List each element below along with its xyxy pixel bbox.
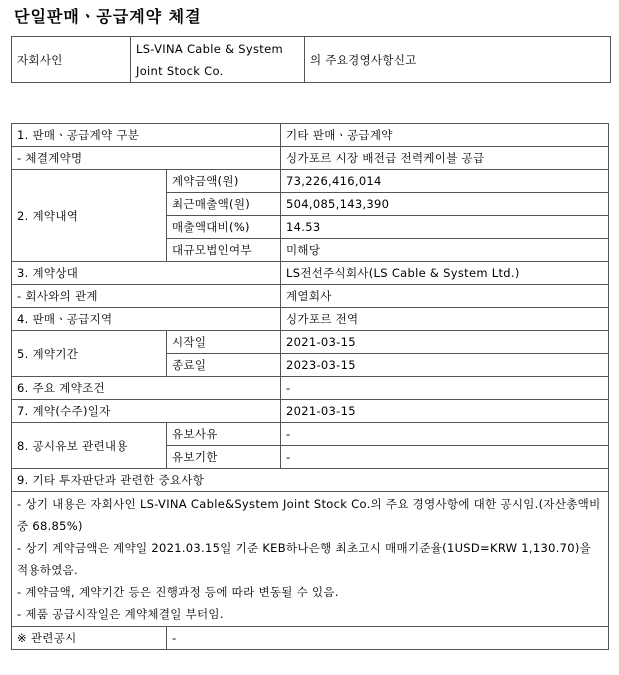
- table-row: [12, 262, 609, 285]
- notes-text: - 상기 내용은 자회사인 LS-VINA Cable&System Joint Stock Co.의 주요 경영사항에 대한 공시임.(자산총액비중 68.85%) - 상기 계약금액은 계약일 2021.03.15일 기준 KEB하나은행 최초고시 매매기준율(1USD=KRW 1,130.70)을 적용하였음. - 계약금액, 계약기간 등은 진행과정 등에 따라 변동될 수 있음. - 제품 공급시작일은 계약체결일 부터임.: [12, 492, 609, 627]
- table-row: [12, 423, 609, 446]
- table-row: [12, 170, 609, 193]
- table-row: [12, 377, 609, 400]
- table-row: [12, 400, 609, 423]
- row-label: 5. 계약기간: [12, 331, 167, 377]
- row-label: - 회사와의 관계: [12, 285, 281, 308]
- row-value: LS전선주식회사(LS Cable & System Ltd.): [281, 262, 609, 285]
- row-label: 2. 계약내역: [12, 170, 167, 262]
- table-row: [12, 492, 609, 627]
- large-corp: 미해당: [281, 239, 609, 262]
- sub-label: 종료일: [167, 354, 281, 377]
- row-label: 6. 주요 계약조건: [12, 377, 281, 400]
- end-date: 2023-03-15: [281, 354, 609, 377]
- row-label: ※ 관련공시: [12, 627, 167, 650]
- contract-amount: 73,226,416,014: [281, 170, 609, 193]
- recent-sales: 504,085,143,390: [281, 193, 609, 216]
- table-row: [12, 124, 609, 147]
- row-value: -: [281, 377, 609, 400]
- row-label: 1. 판매ㆍ공급계약 구분: [12, 124, 281, 147]
- table-row: [12, 469, 609, 492]
- row-value: 기타 판매ㆍ공급계약: [281, 124, 609, 147]
- header-table: [11, 36, 611, 83]
- sub-label: 유보기한: [167, 446, 281, 469]
- row-value: 2021-03-15: [281, 400, 609, 423]
- sub-label: 시작일: [167, 331, 281, 354]
- reserve-period: -: [281, 446, 609, 469]
- row-label: 8. 공시유보 관련내용: [12, 423, 167, 469]
- sub-label: 최근매출액(원): [167, 193, 281, 216]
- company-name: LS-VINA Cable & System Joint Stock Co.: [131, 37, 305, 83]
- table-row: [12, 331, 609, 354]
- reserve-reason: -: [281, 423, 609, 446]
- row-label: 3. 계약상대: [12, 262, 281, 285]
- sub-label: 대규모법인여부: [167, 239, 281, 262]
- start-date: 2021-03-15: [281, 331, 609, 354]
- sales-ratio: 14.53: [281, 216, 609, 239]
- page-title: 단일판매ㆍ공급계약 체결: [14, 7, 202, 26]
- sub-label: 매출액대비(%): [167, 216, 281, 239]
- row-value: 싱가포르 전역: [281, 308, 609, 331]
- sub-label: 계약금액(원): [167, 170, 281, 193]
- table-row: [12, 285, 609, 308]
- row-label: 7. 계약(수주)일자: [12, 400, 281, 423]
- table-row: [12, 308, 609, 331]
- row-label: - 체결계약명: [12, 147, 281, 170]
- sub-label: 유보사유: [167, 423, 281, 446]
- table-row: [12, 627, 609, 650]
- row-value: 계열회사: [281, 285, 609, 308]
- row-label: 4. 판매ㆍ공급지역: [12, 308, 281, 331]
- row-value: 싱가포르 시장 배전급 전력케이블 공급: [281, 147, 609, 170]
- report-suffix: 의 주요경영사항신고: [305, 37, 611, 83]
- row-label: 9. 기타 투자판단과 관련한 중요사항: [12, 469, 609, 492]
- table-row: [12, 147, 609, 170]
- row-value: -: [167, 627, 609, 650]
- disclosure-table: [11, 123, 609, 650]
- company-label: 자회사인: [12, 37, 131, 83]
